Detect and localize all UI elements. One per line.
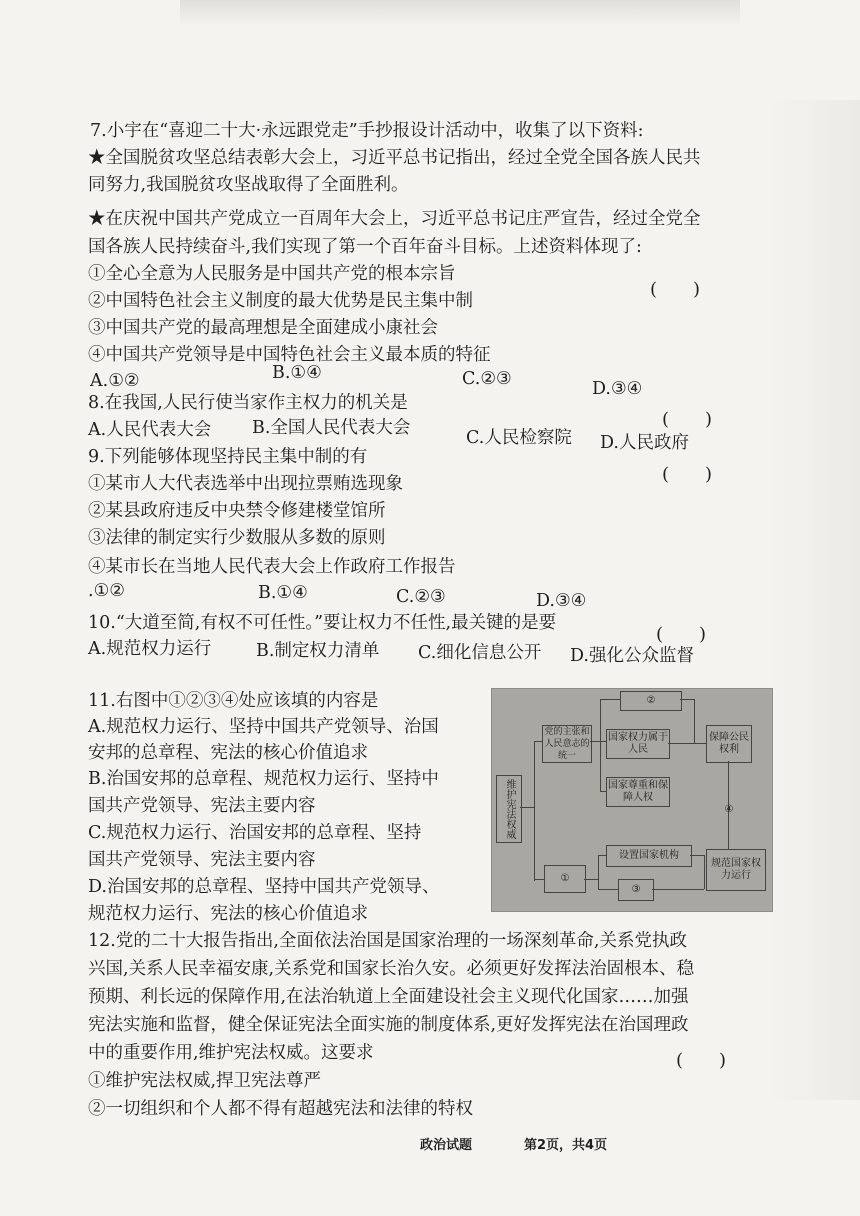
q9-option-d: D.③④ <box>536 591 587 611</box>
diagram-slot-4: ④ <box>724 804 734 815</box>
diagram-respect-box: 国家尊重和保障人权 <box>606 777 670 807</box>
q7-option-a: A.①② <box>90 371 140 391</box>
q7-option-b: B.①④ <box>272 363 322 383</box>
diagram-slot-2: ② <box>620 691 682 711</box>
footer-subject: 政治试题 <box>420 1138 473 1153</box>
footer-page-number: 第2页，共4页 <box>524 1138 608 1153</box>
q8-option-a: A.人民代表大会 <box>88 420 212 440</box>
q7-material-1-line1: ★全国脱贫攻坚总结表彰大会上，习近平总书记指出，经过全党全国各族人民共 <box>88 148 701 168</box>
q10-option-c: C.细化信息公开 <box>418 643 542 663</box>
diagram-slot-1: ① <box>544 865 586 893</box>
q7-statement-1: ①全心全意为人民服务是中国共产党的根本宗旨 <box>88 264 456 284</box>
q8-stem: 8.在我国,人民行使当家作主权力的机关是 <box>88 393 408 413</box>
diagram-regulate-box: 规范国家权力运行 <box>706 849 766 891</box>
q11-option-b-line2: 国共产党领导、宪法主要内容 <box>88 796 316 816</box>
q9-statement-3: ③法律的制定实行少数服从多数的原则 <box>88 528 386 548</box>
scan-smudge-top <box>180 0 740 26</box>
diagram-root-box: 维护宪法权威 <box>496 775 522 843</box>
q12-line-3: 预期、利长远的保障作用,在法治轨道上全面建设社会主义现代化国家……加强 <box>88 987 689 1007</box>
q11-stem: 11.右图中①②③④处应该填的内容是 <box>88 691 379 711</box>
q9-option-b: B.①④ <box>258 583 308 603</box>
q11-option-c-line2: 国共产党领导、宪法主要内容 <box>88 850 316 870</box>
q12-line-2: 兴国,关系人民幸福安康,关系党和国家长治久安。必须更好发挥法治固根本、稳 <box>88 959 695 979</box>
q12-answer-blank: ( ) <box>676 1050 727 1071</box>
q8-option-c: C.人民检察院 <box>466 428 572 448</box>
q9-answer-blank: ( ) <box>662 464 713 485</box>
q7-material-1-line2: 同努力,我国脱贫攻坚战取得了全面胜利。 <box>88 175 409 195</box>
q7-stem: 7.小宇在“喜迎二十大·永远跟党走”手抄报设计活动中，收集了以下资料: <box>90 121 644 141</box>
q8-option-d: D.人民政府 <box>600 433 689 453</box>
q10-option-a: A.规范权力运行 <box>88 639 212 659</box>
diagram-rights-box: 保障公民权利 <box>706 725 752 763</box>
q12-statement-1: ①维护宪法权威,捍卫宪法尊严 <box>88 1071 322 1091</box>
q9-statement-1: ①某市人大代表选举中出现拉票贿选现象 <box>88 474 403 494</box>
diagram-organs-box: 设置国家机构 <box>606 845 692 867</box>
q8-option-b: B.全国人民代表大会 <box>252 418 411 438</box>
q7-material-2-line2: 国各族人民持续奋斗,我们实现了第一个百年奋斗目标。上述资料体现了: <box>88 237 642 257</box>
scan-smudge-right <box>770 100 860 1100</box>
diagram-power-box: 国家权力属于人民 <box>606 729 670 759</box>
q11-option-b-line1: B.治国安邦的总章程、规范权力运行、坚持中 <box>88 769 439 789</box>
q12-line-1: 12.党的二十大报告指出,全面依法治国是国家治理的一场深刻革命,关系党执政 <box>88 931 687 951</box>
q7-statement-3: ③中国共产党的最高理想是全面建成小康社会 <box>88 318 438 338</box>
q11-option-d-line1: D.治国安邦的总章程、坚持中国共产党领导、 <box>88 877 440 897</box>
q12-line-4: 宪法实施和监督，健全保证宪法全面实施的制度体系,更好发挥宪法在治国理政 <box>88 1015 689 1035</box>
q11-option-d-line2: 规范权力运行、宪法的核心价值追求 <box>88 904 368 924</box>
q11-option-a-line1: A.规范权力运行、坚持中国共产党领导、治国 <box>88 717 439 737</box>
q7-material-2-line1: ★在庆祝中国共产党成立一百周年大会上，习近平总书记庄严宣告，经过全党全 <box>88 209 701 229</box>
diagram-unity-box: 党的主张和人民意志的统一 <box>542 725 592 763</box>
q9-stem: 9.下列能够体现坚持民主集中制的有 <box>88 447 368 467</box>
q9-statement-4: ④某市长在当地人民代表大会上作政府工作报告 <box>88 557 456 577</box>
q12-statement-2: ②一切组织和个人都不得有超越宪法和法律的特权 <box>88 1099 473 1119</box>
diagram-slot-3: ③ <box>618 879 654 901</box>
q9-option-a: .①② <box>88 581 125 601</box>
q7-statement-4: ④中国共产党领导是中国特色社会主义最本质的特征 <box>88 345 491 365</box>
q10-stem: 10.“大道至简,有权不可任性。”要让权力不任性,最关键的是要 <box>88 613 557 633</box>
constitution-diagram <box>491 688 773 912</box>
q8-answer-blank: ( ) <box>662 409 713 430</box>
q7-option-c: C.②③ <box>462 369 512 389</box>
q11-option-a-line2: 安邦的总章程、宪法的核心价值追求 <box>88 743 368 763</box>
q11-option-c-line1: C.规范权力运行、治国安邦的总章程、坚持 <box>88 823 422 843</box>
q9-option-c: C.②③ <box>396 587 446 607</box>
q7-statement-2: ②中国特色社会主义制度的最大优势是民主集中制 <box>88 291 473 311</box>
q10-answer-blank: ( ) <box>656 624 707 645</box>
q10-option-d: D.强化公众监督 <box>570 646 694 666</box>
q9-statement-2: ②某县政府违反中央禁令修建楼堂馆所 <box>88 501 386 521</box>
q7-answer-blank: ( ) <box>650 279 701 300</box>
q7-option-d: D.③④ <box>592 379 643 399</box>
q12-line-5: 中的重要作用,维护宪法权威。这要求 <box>88 1043 374 1063</box>
q10-option-b: B.制定权力清单 <box>256 641 380 661</box>
